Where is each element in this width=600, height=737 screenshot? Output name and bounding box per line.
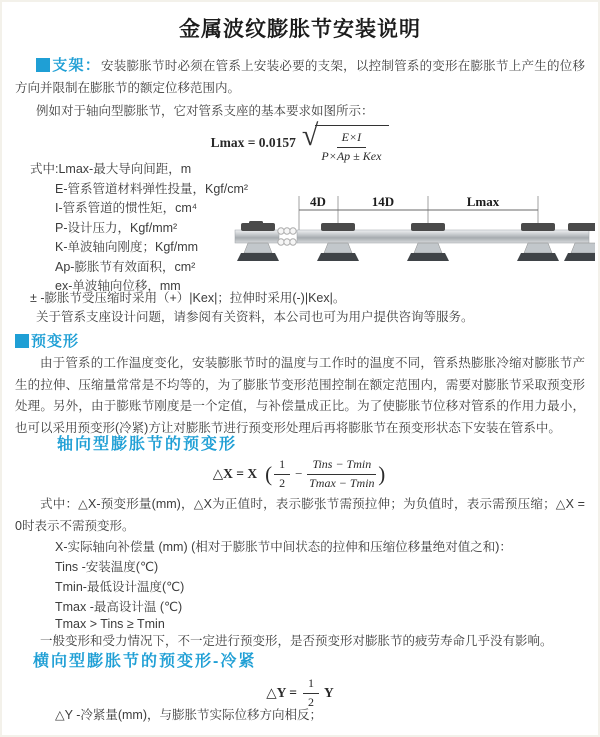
dim-label-lmax: Lmax <box>466 194 500 209</box>
delta-y-lhs: △Y = <box>266 685 297 701</box>
dim-label-4d: 4D <box>310 194 326 209</box>
half-denominator: 2 <box>279 475 286 490</box>
pipe-stub <box>235 230 279 243</box>
delta-x-lhs: △X = X <box>212 466 258 482</box>
tmax-line: Tmax -最高设计温 (℃) <box>55 600 183 614</box>
left-paren: ( <box>265 461 273 486</box>
preform-section-header-row <box>15 330 79 351</box>
variable-line: I-管系管道的惯性矩，cm⁴ <box>55 201 198 215</box>
axial-note-line: 一般变形和受力情况下，不一定进行预变形，是否预变形对膨胀节的疲劳寿命几乎没有影响。 <box>40 634 553 648</box>
page-title: 金属波纹膨胀节安装说明 <box>179 18 421 41</box>
axial-subheading: 轴向型膨胀节的预变形 <box>57 436 238 453</box>
variable-line: E-管系管道材料弹性投量，Kgf/cm² <box>55 181 249 196</box>
x-definition-line: X-实际轴向补偿量 (mm) (相对于膨胀节中间状态的拉伸和压缩位移量绝对值之和)： <box>55 540 512 554</box>
variable-where-label: 式中:Lmax-最大导向间距，m <box>30 162 192 176</box>
temp-numerator: Tins − Tmin <box>307 457 376 475</box>
bellows-icon <box>278 228 296 245</box>
minus-operator: − <box>295 466 303 482</box>
variable-line: Ap-膨胀节有效面积，cm² <box>55 259 196 274</box>
formula-variable-list <box>30 160 248 297</box>
support-intro-text: 安装膨胀节时必须在管系上安装必要的支架，以控制管系的变形在膨胀节上产生的位移方向并限制在膨胀节的额定位移范围内。 <box>15 59 585 95</box>
half-denominator: 2 <box>307 694 314 709</box>
service-note: 关于管系支座设计问题，请参阅有关资料，本公司也可为用户提供咨询等服务。 <box>36 310 474 324</box>
axial-where-paragraph: 式中：△X-预变形量(mm)，△X为正值时，表示膨张节需预拉伸；为负值时，表示需预压缩；△X = 0时表示不需预变形。 <box>15 497 585 533</box>
preform-section-header: 预变形 <box>31 333 80 350</box>
variable-line: P-设计压力，Kgf/mm² <box>55 220 178 235</box>
lmax-formula-denominator: P×Ap ± Kex <box>321 148 382 163</box>
delta-x-formula <box>0 457 600 491</box>
delta-y-rhs: Y <box>323 685 334 701</box>
pipe-support-diagram <box>233 190 595 285</box>
variable-line: ex-单波轴向位移，mm <box>55 279 181 293</box>
tmin-line: Tmin-最低设计温度(℃) <box>55 580 185 594</box>
support-section-header: 支架： <box>52 57 101 74</box>
right-paren: ) <box>378 461 386 486</box>
section-bullet-square-icon <box>36 58 50 72</box>
main-pipe <box>297 230 589 243</box>
variable-line: K-单波轴向刚度；Kgf/mm <box>55 240 199 254</box>
lmax-formula-numerator: E×I <box>337 130 366 148</box>
plus-minus-note: ± -膨胀节受压缩时采用（+）|Kex|；拉伸时采用(-)|Kex|。 <box>30 291 346 305</box>
tins-line: Tins -安装温度(℃) <box>55 560 159 574</box>
half-numerator: 1 <box>274 457 290 475</box>
delta-y-note-line: △Y -冷紧量(mm)，与膨胀节实际位移方向相反； <box>55 708 323 722</box>
section-bullet-square-icon <box>15 334 29 348</box>
half-numerator: 1 <box>303 676 319 694</box>
support-example-line: 例如对于轴向型膨胀节，它对管系支座的基本要求如图所示： <box>36 104 374 118</box>
lateral-subheading: 横向型膨胀节的预变形-冷紧 <box>33 653 257 670</box>
temperature-inequality-line: Tmax > Tins ≥ Tmin <box>55 617 165 631</box>
lmax-formula-lhs: Lmax = 0.0157 <box>210 135 296 151</box>
radical-glyph: √ <box>301 119 319 152</box>
temp-denominator: Tmax − Tmin <box>309 475 375 490</box>
lmax-formula <box>0 119 600 164</box>
support-intro-paragraph <box>15 55 585 99</box>
radical-sign-icon <box>301 119 389 164</box>
preform-body-paragraph: 由于管系的工作温度变化，安装膨胀节时的温度与工作时的温度不同，管系热膨胀冷缩对膨胀节产生的拉伸、压缩量常常是不均等的，为了膨胀节变形范围控制在额定范围内，需要对膨胀节采取预变形处理。另外，由于膨账节刚度是一个定值，与补偿量成正比。为了使膨胀节位移对管系的作用力最小，也可以采用预变形(冷紧)方让对膨胀节进行预变形处理后再将膨胀节在预变形状态下安装在管系中。 <box>15 356 585 435</box>
dim-label-14d: 14D <box>371 194 395 209</box>
